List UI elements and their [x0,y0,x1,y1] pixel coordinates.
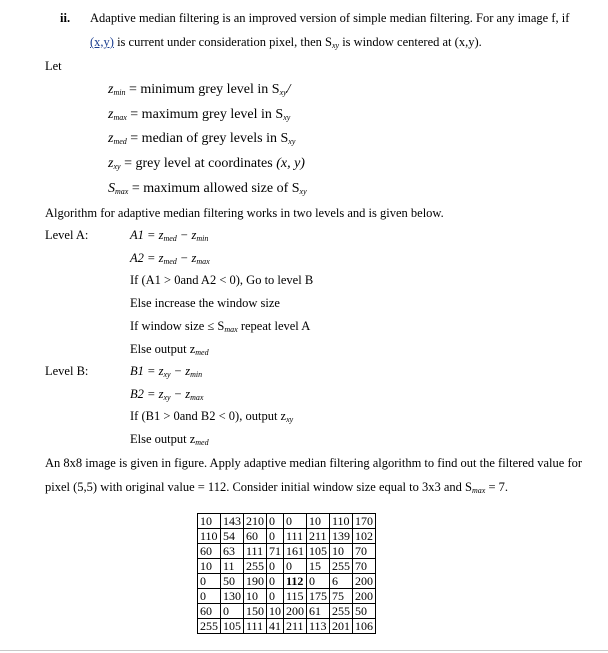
matrix-cell: 10 [267,604,284,619]
definition-zmax: $z_{max}$ = maximum grey level in $S_{xy}$ [108,107,291,122]
matrix-cell: 0 [284,514,307,529]
matrix-cell: 54 [221,529,244,544]
matrix-cell: 111 [244,619,267,634]
matrix-cell: 255 [330,604,353,619]
matrix-cell: 190 [244,574,267,589]
matrix-cell: 71 [267,544,284,559]
let-label: Let [45,59,62,73]
matrix-cell: 63 [221,544,244,559]
matrix-cell: 210 [244,514,267,529]
image-matrix [197,513,376,634]
level-b-else: Else output $z_{med}$ [130,432,209,447]
definition-zmed: $z_{med}$ = median of grey levels in $S_{xy}$ [108,131,296,146]
level-b-eq1: $B1 = z_{xy} - z_{min}$ [130,364,203,379]
matrix-cell: 113 [307,619,330,634]
matrix-cell: 111 [284,529,307,544]
matrix-cell: 200 [353,574,376,589]
matrix-cell: 15 [307,559,330,574]
intro-line-2: (x,y) is current under consideration pixel, then $S_{xy}$ is window centered at (x,y). [90,35,482,50]
matrix-cell: 10 [244,589,267,604]
matrix-cell: 115 [284,589,307,604]
matrix-row [198,544,376,559]
matrix-cell: 60 [198,604,221,619]
algorithm-intro: Algorithm for adaptive median filtering works in two levels and is given below. [45,206,444,220]
matrix-cell: 70 [353,544,376,559]
matrix-cell: 0 [267,514,284,529]
matrix-cell: 112 [284,574,307,589]
matrix-cell: 0 [221,604,244,619]
matrix-row [198,574,376,589]
level-b-if: If (B1 > 0and B2 < 0), output $z_{xy}$ [130,409,294,424]
matrix-cell: 0 [284,559,307,574]
matrix-cell: 255 [330,559,353,574]
matrix-cell: 211 [284,619,307,634]
level-a-if: If (A1 > 0and A2 < 0), Go to level B [130,273,314,287]
matrix-cell: 11 [221,559,244,574]
matrix-cell: 130 [221,589,244,604]
matrix-cell: 50 [221,574,244,589]
matrix-cell: 0 [267,589,284,604]
question-line-2: pixel (5,5) with original value = 112. Consider initial window size equal to 3x3 and $S_{max} = 7$. [45,480,509,495]
matrix-cell: 255 [198,619,221,634]
matrix-cell: 201 [330,619,353,634]
level-a-label: Level A: [45,228,89,242]
matrix-cell: 175 [307,589,330,604]
item-number: ii. [60,11,71,25]
matrix-cell: 41 [267,619,284,634]
matrix-cell: 161 [284,544,307,559]
xy-link: (x,y) [90,35,114,49]
matrix-cell: 106 [353,619,376,634]
matrix-cell: 0 [198,574,221,589]
matrix-cell: 111 [244,544,267,559]
matrix-row [198,589,376,604]
matrix-cell: 10 [198,514,221,529]
matrix-cell: 110 [330,514,353,529]
level-b-label: Level B: [45,364,89,378]
definition-zmin: $z_{min}$ = minimum grey level in $S_{xy}/$ [108,82,291,97]
matrix-cell: 0 [267,559,284,574]
matrix-row [198,559,376,574]
matrix-cell: 110 [198,529,221,544]
definition-zxy: $z_{xy}$ = grey level at coordinates (x, y) [108,156,305,171]
question-line-1: An 8x8 image is given in figure. Apply adaptive median filtering algorithm to find out the filtered value for [45,456,583,470]
matrix-cell: 0 [267,574,284,589]
matrix-cell: 170 [353,514,376,529]
definition-smax: $S_{max}$ = maximum allowed size of $S_{xy}$ [108,181,307,196]
matrix-cell: 0 [267,529,284,544]
matrix-cell: 60 [244,529,267,544]
level-a-eq2: $A2 = z_{med} - z_{max}$ [130,251,210,266]
matrix-cell: 105 [307,544,330,559]
matrix-cell: 0 [307,574,330,589]
matrix-row [198,514,376,529]
level-a-ifwindow: If window size ≤ $S_{max}$ repeat level A [130,319,311,334]
matrix-cell: 102 [353,529,376,544]
level-a-else1: Else increase the window size [130,296,280,310]
page-divider [0,650,608,651]
matrix-cell: 150 [244,604,267,619]
matrix-cell: 200 [284,604,307,619]
matrix-cell: 6 [330,574,353,589]
level-a-eq1: $A1 = z_{med} - z_{min}$ [130,228,209,243]
intro-line-1: Adaptive median filtering is an improved version of simple median filtering. For any image f, if [90,11,570,25]
matrix-cell: 70 [353,559,376,574]
matrix-cell: 10 [330,544,353,559]
matrix-cell: 139 [330,529,353,544]
matrix-cell: 61 [307,604,330,619]
matrix-cell: 105 [221,619,244,634]
matrix-cell: 255 [244,559,267,574]
matrix-cell: 0 [198,589,221,604]
matrix-cell: 60 [198,544,221,559]
matrix-row [198,604,376,619]
level-a-else2: Else output $z_{med}$ [130,342,209,357]
matrix-row [198,619,376,634]
matrix-cell: 10 [307,514,330,529]
level-b-eq2: $B2 = z_{xy} - z_{max}$ [130,387,204,402]
matrix-cell: 143 [221,514,244,529]
matrix-cell: 200 [353,589,376,604]
matrix-cell: 211 [307,529,330,544]
matrix-row [198,529,376,544]
matrix-cell: 75 [330,589,353,604]
matrix-cell: 10 [198,559,221,574]
matrix-cell: 50 [353,604,376,619]
